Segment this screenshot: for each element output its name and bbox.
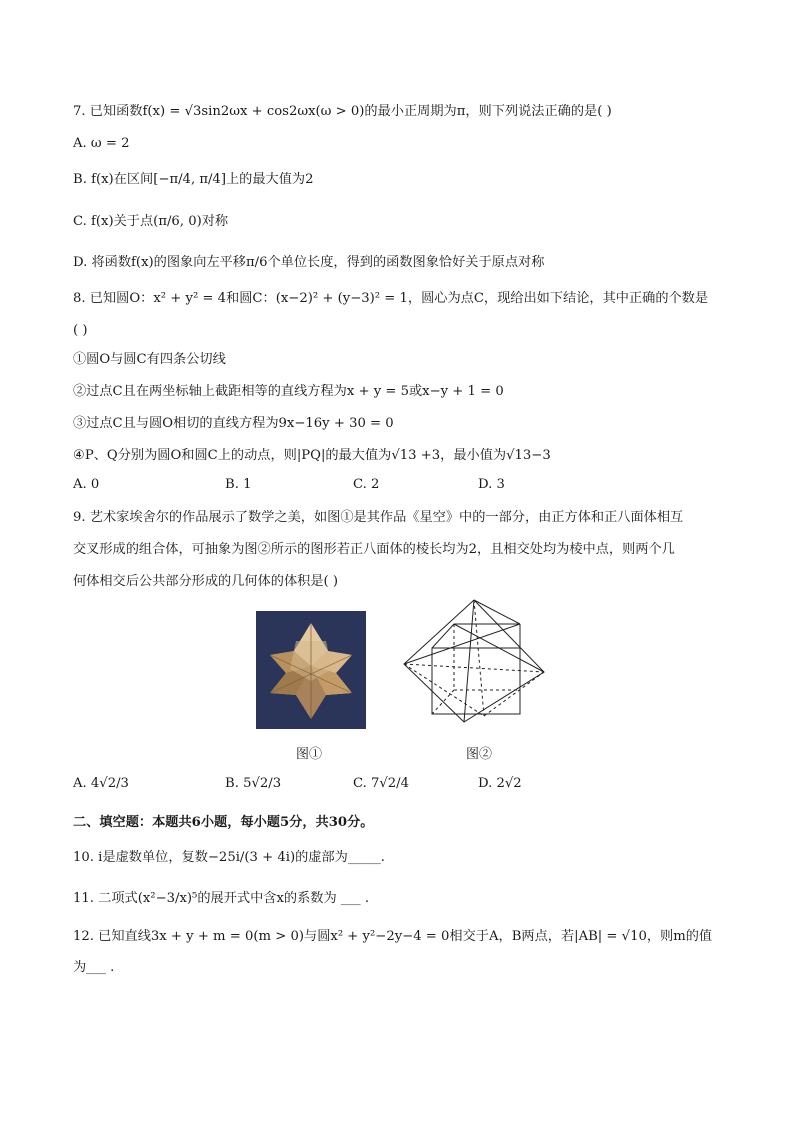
q8-statement-2: ②过点C且在两坐标轴上截距相等的直线方程为x + y = 5或x−y + 1 = 0: [73, 384, 504, 399]
q7-stem: 7. 已知函数f(x) = √3sin2ωx + cos2ωx(ω > 0)的最小正周期为π，则下列说法正确的是( ): [73, 104, 612, 119]
q9-options: [73, 776, 723, 796]
q8-stem-line1: 8. 已知圆O：x² + y² = 4和圆C：(x−2)² + (y−3)² = 1，圆心为点C，现给出如下结论，其中正确的个数是: [73, 291, 709, 306]
q7-option-a: A. ω = 2: [73, 136, 130, 151]
q9-option-b: B. 5√2/3: [225, 776, 282, 791]
q8-option-c: C. 2: [353, 477, 380, 492]
figure-1-photo: [256, 611, 366, 729]
q7-option-d: D. 将函数f(x)的图象向左平移π/6个单位长度，得到的函数图象恰好关于原点对称: [73, 255, 545, 270]
q9-option-d: D. 2√2: [478, 776, 522, 791]
q9-stem-line2: 交叉形成的组合体，可抽象为图②所示的图形若正八面体的棱长均为2，且相交处均为棱中点，则两个几: [73, 542, 675, 557]
figure-2-diagram: [400, 598, 548, 738]
q9-stem-line1: 9. 艺术家埃舍尔的作品展示了数学之美，如图①是其作品《星空》中的一部分，由正方体和正八面体相互: [73, 510, 684, 525]
section-2-heading: 二、填空题：本题共6小题，每小题5分，共30分。: [73, 815, 374, 830]
q9-option-a: A. 4√2/3: [73, 776, 129, 791]
q7-option-c: C. f(x)关于点(π/6, 0)对称: [73, 214, 229, 229]
q8-option-d: D. 3: [478, 477, 505, 492]
q10-text: 10. i是虚数单位，复数−25i/(3 + 4i)的虚部为_____.: [73, 850, 386, 865]
q8-statement-1: ①圆O与圆C有四条公切线: [73, 352, 226, 367]
q9-stem-line3: 何体相交后公共部分形成的几何体的体积是( ): [73, 574, 339, 589]
q8-options: [73, 477, 723, 497]
q8-stem-line2: ( ): [73, 323, 88, 338]
q12-line1: 12. 已知直线3x + y + m = 0(m > 0)与圆x² + y²−2y−4 = 0相交于A，B两点，若|AB| = √10，则m的值: [73, 929, 713, 944]
q12-line2: 为___ .: [73, 960, 115, 975]
q8-option-b: B. 1: [225, 477, 252, 492]
q8-statement-3: ③过点C且与圆O相切的直线方程为9x−16y + 30 = 0: [73, 416, 394, 431]
figure-2-caption: 图②: [466, 747, 493, 762]
star-artwork-image: [256, 611, 366, 729]
q7-option-b: B. f(x)在区间[−π/4, π/4]上的最大值为2: [73, 172, 314, 187]
figure-1-caption: 图①: [296, 747, 323, 762]
q11-text: 11. 二项式(x²−3/x)⁵的展开式中含x的系数为 ___ .: [73, 891, 370, 906]
cube-octahedron-diagram: [400, 598, 548, 738]
q9-option-c: C. 7√2/4: [353, 776, 410, 791]
q8-statement-4: ④P、Q分别为圆O和圆C上的动点，则|PQ|的最大值为√13 +3，最小值为√13−3: [73, 448, 551, 463]
q8-option-a: A. 0: [73, 477, 100, 492]
